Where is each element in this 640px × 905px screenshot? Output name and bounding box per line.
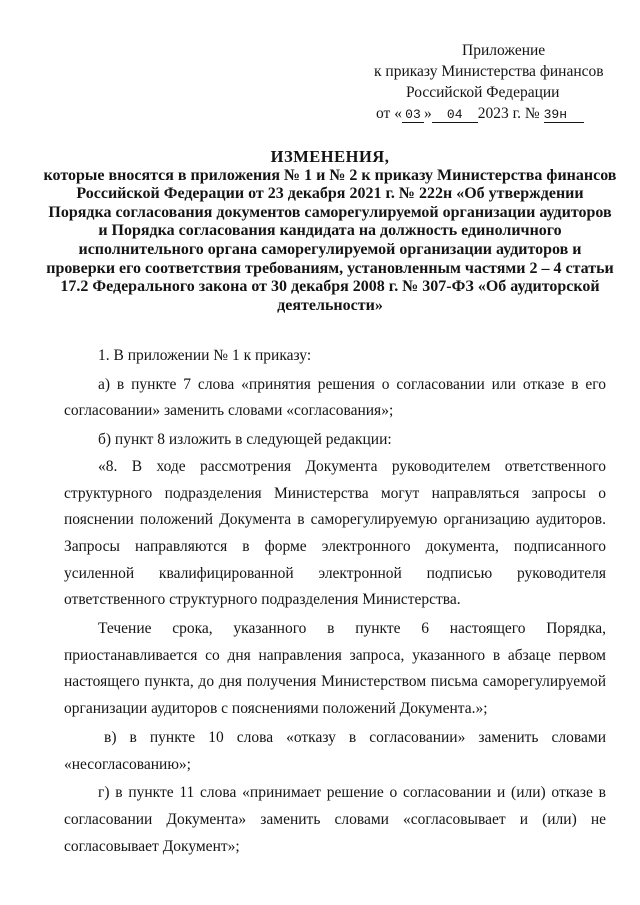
header-date-line [370,103,615,124]
body-paragraph-3: б) пункт 8 изложить в следующей редакции: [98,431,392,449]
title-line: проверки его соответствия требованиям, установленным частями 2 – 4 статьи [46,259,614,277]
title-line: Российской Федерации от 23 декабря 2021 г. № 222н «Об утверждении [76,185,584,203]
document-body [64,343,606,860]
document-header [370,40,615,124]
date-month: 04 [432,108,478,123]
body-paragraph-5: Течение срока, указанного в пункте 6 настоящего Порядка, приостанавливается со дня направления запроса, указанного в абзаце первом настоящего пункта, до дня получения Министерством письма саморегулируемой организации аудиторов с пояснениями положений Документа.»; [64,620,606,718]
header-country: Российской Федерации [406,84,560,101]
body-paragraph-6: в) в пункте 10 слова «отказу в согласовании» заменить словами «несогласованию»; [64,728,606,773]
title-line: 17.2 Федерального закона от 30 декабря 2008 г. № 307-ФЗ «Об аудиторской [60,278,600,296]
date-day: 03 [402,108,424,123]
date-day-suffix: » [423,105,432,122]
title-line: деятельности» [277,296,383,314]
title-line: и Порядка согласования кандидата на должность единоличного [98,222,562,240]
title-line: исполнительного органа саморегулируемой организации аудиторов и [78,240,582,258]
body-paragraph-4: «8. В ходе рассмотрения Документа руководителем ответственного структурного подразделения Министерства могут направляться запросы о пояснении положений Документа в саморегулируемую организацию аудиторов. Запросы направляются в форме электронного документа, подписанного усиленной квалифицированной электронной подписью руководителя ответственного структурного подразделения Министерства. [64,457,606,609]
title-main: ИЗМЕНЕНИЯ, [270,147,390,166]
date-year: 2023 г. № [477,105,540,122]
body-paragraph-7: г) в пункте 11 слова «принимает решение о согласовании и (или) отказе в согласовании Документа» заменить словами «согласовывает и (или) не согласовывает Документ»; [64,784,606,855]
title-line: которые вносятся в приложения № 1 и № 2 к приказу Министерства финансов [43,166,617,184]
order-number: 39н [544,108,584,123]
header-appendix-label: Приложение [462,42,546,59]
body-paragraph-1: 1. В приложении № 1 к приказу: [98,347,312,364]
header-order-ref: к приказу Министерства финансов [374,63,604,80]
title-line: Порядка согласования документов саморегулируемой организации аудиторов [48,203,612,221]
date-prefix: от « [376,105,402,122]
document-title [40,148,620,315]
body-paragraph-2: а) в пункте 7 слова «принятия решения о согласовании или отказе в его согласовании» заменить словами «согласования»; [64,375,606,420]
